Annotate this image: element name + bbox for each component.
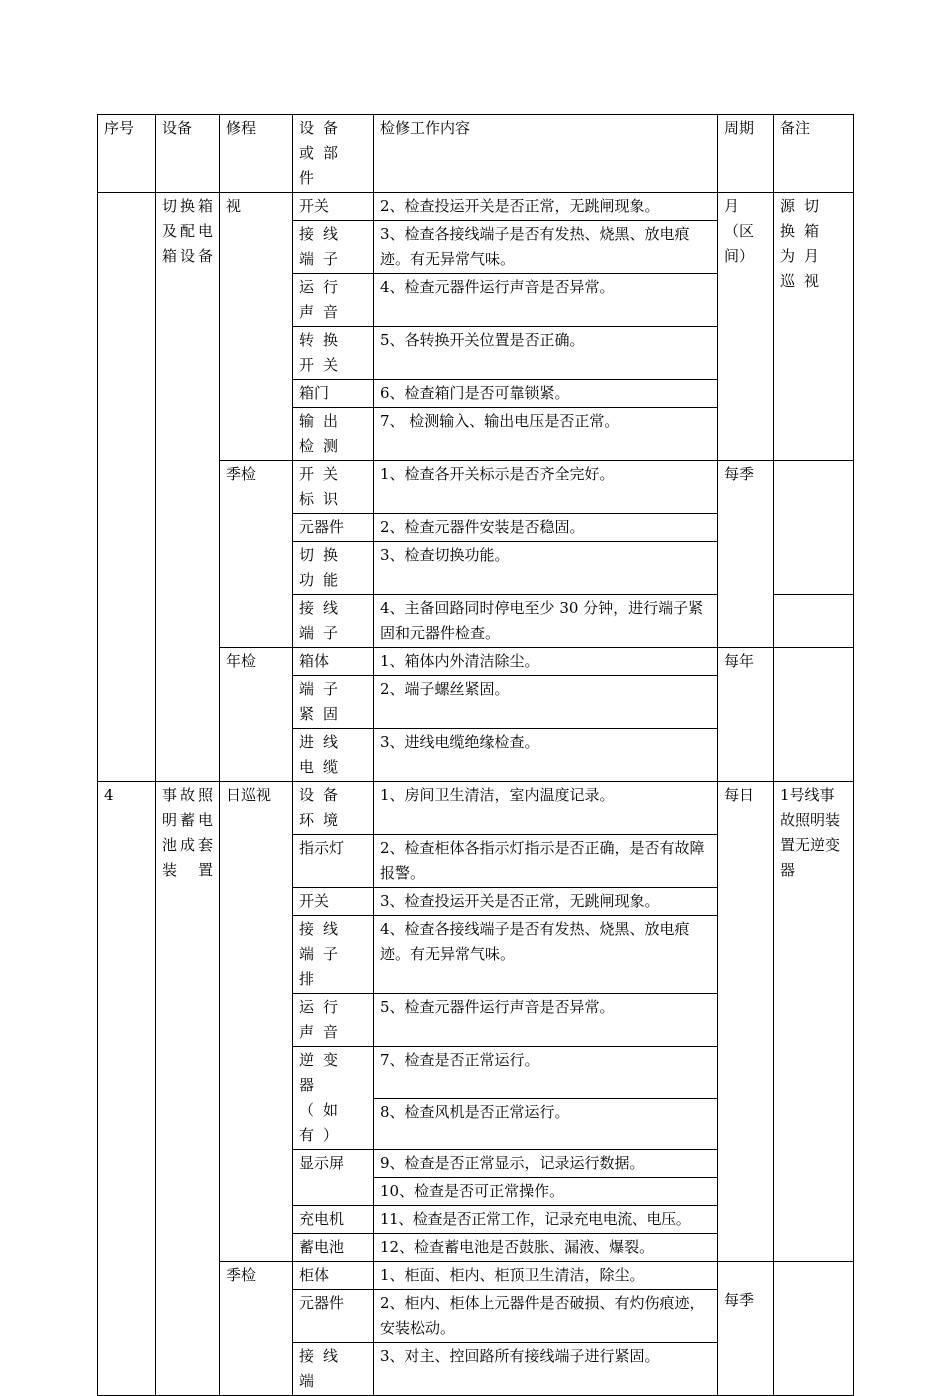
part-cell: 柜体 <box>293 1262 374 1290</box>
section1-remark-empty <box>774 595 854 648</box>
content-cell: 11、检查是否正常工作，记录充电电流、电压。 <box>374 1206 718 1234</box>
part-cell: 接线端子 <box>293 595 374 648</box>
content-cell: 3、检查切换功能。 <box>374 542 718 595</box>
section1-daily-period: 月（区间） <box>718 193 774 461</box>
content-cell: 2、柜内、柜体上元器件是否破损、有灼伤痕迹，安装松动。 <box>374 1290 718 1343</box>
content-cell: 2、检查投运开关是否正常，无跳闸现象。 <box>374 193 718 221</box>
content-cell: 3、检查各接线端子是否有发热、烧黑、放电痕迹。有无异常气味。 <box>374 221 718 274</box>
part-cell: 设备环境 <box>293 782 374 835</box>
section1-quarterly-remark-empty <box>774 461 854 595</box>
section2-daily-remark: 1号线事故照明装置无逆变器 <box>774 782 854 1262</box>
part-cell: 切换功能 <box>293 542 374 595</box>
part-cell: 箱体 <box>293 648 374 676</box>
content-cell: 3、进线电缆绝缘检查。 <box>374 729 718 782</box>
part-cell: 箱门 <box>293 380 374 408</box>
header-cell-level: 修程 <box>220 115 293 193</box>
content-cell: 8、检查风机是否正常运行。 <box>374 1098 718 1150</box>
header-cell-period: 周期 <box>718 115 774 193</box>
part-cell: 接线端 <box>293 1343 374 1396</box>
part-cell: 运行声音 <box>293 274 374 327</box>
content-cell: 1、房间卫生清洁，室内温度记录。 <box>374 782 718 835</box>
content-cell: 10、检查是否可正常操作。 <box>374 1178 718 1206</box>
section1-no-cell <box>98 193 156 782</box>
section1-annual-remark-empty <box>774 648 854 782</box>
part-cell: 接线端子 <box>293 221 374 274</box>
part-cell: 运行声音 <box>293 994 374 1047</box>
content-cell: 4、检查各接线端子是否有发热、烧黑、放电痕迹。有无异常气味。 <box>374 916 718 994</box>
part-cell: 逆变器（如有） <box>293 1047 374 1150</box>
section1-device: 切换箱及配电箱设备 <box>156 193 220 782</box>
part-cell: 元器件 <box>293 514 374 542</box>
header-cell-device: 设备 <box>156 115 220 193</box>
section1-quarterly-period: 每季 <box>718 461 774 648</box>
part-cell: 开关 <box>293 193 374 221</box>
content-cell: 2、检查元器件安装是否稳固。 <box>374 514 718 542</box>
part-cell: 开关标识 <box>293 461 374 514</box>
content-cell: 3、对主、控回路所有接线端子进行紧固。 <box>374 1343 718 1396</box>
part-cell: 蓄电池 <box>293 1234 374 1262</box>
part-cell: 指示灯 <box>293 835 374 888</box>
content-cell: 5、检查元器件运行声音是否异常。 <box>374 994 718 1047</box>
section1-annual-label: 年检 <box>220 648 293 782</box>
part-cell: 充电机 <box>293 1206 374 1234</box>
header-cell-part: 设备或部件 <box>293 115 374 193</box>
section2-daily-label: 日巡视 <box>220 782 293 1262</box>
section2-device: 事故照明蓄电池成套装置 <box>156 782 220 1396</box>
content-cell: 2、检查柜体各指示灯指示是否正确，是否有故障报警。 <box>374 835 718 888</box>
content-cell: 3、检查投运开关是否正常，无跳闸现象。 <box>374 888 718 916</box>
content-cell: 6、检查箱门是否可靠锁紧。 <box>374 380 718 408</box>
content-cell: 2、端子螺丝紧固。 <box>374 676 718 729</box>
content-cell: 1、检查各开关标示是否齐全完好。 <box>374 461 718 514</box>
section1-annual-period: 每年 <box>718 648 774 782</box>
header-cell-content: 检修工作内容 <box>374 115 718 193</box>
section2-daily-period: 每日 <box>718 782 774 1262</box>
table-row <box>98 193 854 221</box>
part-cell: 转换开关 <box>293 327 374 380</box>
content-cell: 7、检查是否正常运行。 <box>374 1047 718 1099</box>
section2-quarterly-period: 每季 <box>718 1262 774 1396</box>
section1-daily-remark: 源切换箱为月巡视 <box>774 193 854 461</box>
table-header-row <box>98 115 854 193</box>
content-cell: 7、 检测输入、输出电压是否正常。 <box>374 408 718 461</box>
section2-quarterly-label: 季检 <box>220 1262 293 1396</box>
section2-no: 4 <box>98 782 156 1396</box>
part-cell: 开关 <box>293 888 374 916</box>
table-row <box>98 782 854 835</box>
maintenance-table <box>97 114 854 1396</box>
content-cell: 4、检查元器件运行声音是否异常。 <box>374 274 718 327</box>
part-cell: 显示屏 <box>293 1150 374 1206</box>
content-cell: 1、箱体内外清洁除尘。 <box>374 648 718 676</box>
header-cell-no: 序号 <box>98 115 156 193</box>
content-cell: 1、柜面、柜内、柜顶卫生清洁，除尘。 <box>374 1262 718 1290</box>
header-cell-remark: 备注 <box>774 115 854 193</box>
content-cell: 12、检查蓄电池是否鼓胀、漏液、爆裂。 <box>374 1234 718 1262</box>
part-cell: 端子紧固 <box>293 676 374 729</box>
part-cell: 接线端子排 <box>293 916 374 994</box>
part-cell: 输出检测 <box>293 408 374 461</box>
content-cell: 5、各转换开关位置是否正确。 <box>374 327 718 380</box>
part-cell: 进线电缆 <box>293 729 374 782</box>
section1-daily-label: 视 <box>220 193 293 461</box>
content-cell: 9、检查是否正常显示，记录运行数据。 <box>374 1150 718 1178</box>
section2-quarterly-remark-empty <box>774 1262 854 1396</box>
part-cell: 元器件 <box>293 1290 374 1343</box>
content-cell: 4、主备回路同时停电至少 30 分钟，进行端子紧固和元器件检查。 <box>374 595 718 648</box>
section1-quarterly-label: 季检 <box>220 461 293 648</box>
